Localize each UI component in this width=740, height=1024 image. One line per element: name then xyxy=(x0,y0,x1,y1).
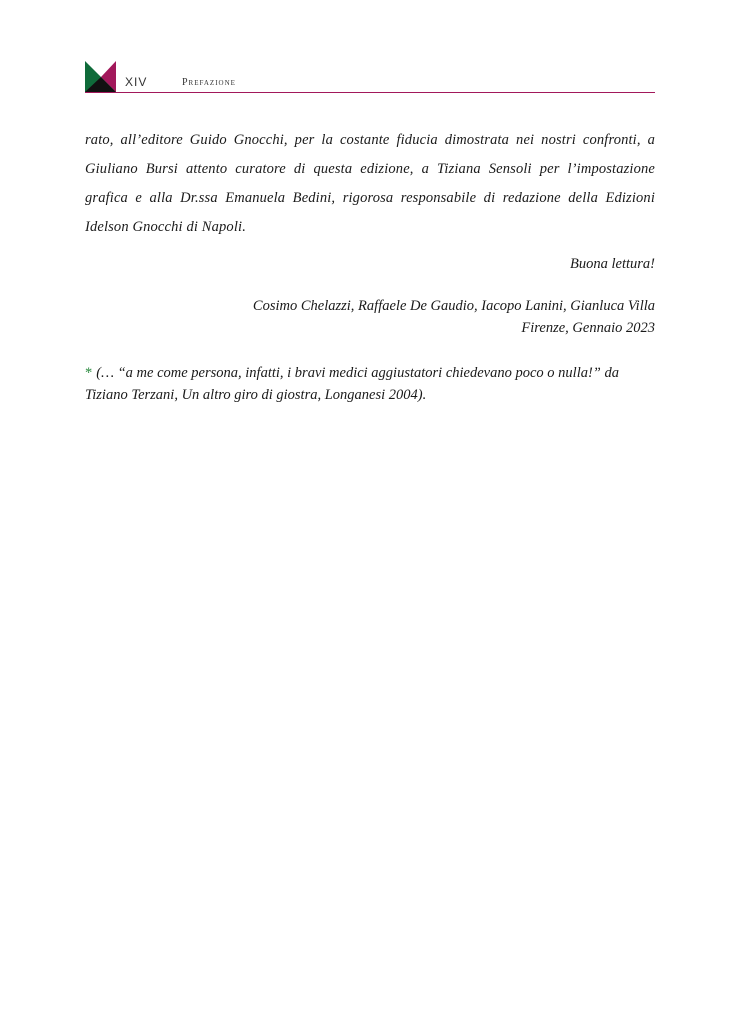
page-header xyxy=(85,61,655,92)
signature-block xyxy=(85,295,655,339)
signature-names: Cosimo Chelazzi, Raffaele De Gaudio, Iacopo Lanini, Gianluca Villa xyxy=(252,298,655,314)
signature-place-date: Firenze, Gennaio 2023 xyxy=(521,320,655,336)
running-title: Prefazione xyxy=(182,77,236,88)
footnote xyxy=(85,362,655,406)
page-number: XIV xyxy=(125,75,148,89)
closing-line: Buona lettura! xyxy=(570,256,655,272)
header-rule xyxy=(85,92,655,93)
body-paragraph: rato, all’editore Guido Gnocchi, per la costante fiducia dimostrata nei nostri confronti, a Giuliano Bursi attento curatore di questa edizione, a Tiziana Sensoli per l’impostazione grafica e alla Dr.ssa Emanuela Bedini, rigorosa responsabile di redazione della Edizioni Idelson Gnocchi di Napoli. xyxy=(85,132,655,235)
footnote-marker: * xyxy=(85,365,93,381)
footnote-text: (… “a me come persona, infatti, i bravi medici aggiustatori chiedevano poco o nulla!” da Tiziano Terzani, Un altro giro di giostra, Longanesi 2004). xyxy=(85,365,619,403)
publisher-logo-icon xyxy=(85,61,116,92)
